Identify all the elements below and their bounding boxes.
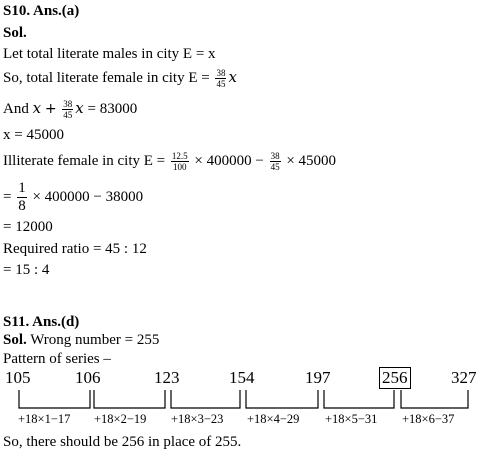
fraction-38-45: $\frac{38}{45}$ bbox=[63, 99, 73, 121]
s10-line2-prefix: So, total literate female in city E = bbox=[3, 70, 210, 86]
s11-pattern-label: Pattern of series – bbox=[3, 351, 111, 367]
equals-83000: = 83000 bbox=[87, 101, 138, 117]
bracket-5 bbox=[324, 390, 394, 408]
s10-line-required-ratio: Required ratio = 45 : 12 bbox=[3, 241, 147, 257]
series-term-256-highlighted: 256 bbox=[379, 367, 411, 389]
bracket-3 bbox=[171, 390, 240, 408]
series-term-197: 197 bbox=[305, 368, 331, 387]
var-x: x bbox=[75, 99, 84, 117]
s11-sol-label: Sol. bbox=[3, 332, 27, 348]
series-difference-3: +18×3−23 bbox=[171, 412, 224, 426]
var-x: x bbox=[32, 99, 42, 117]
times-400000-minus: × 400000 − bbox=[194, 152, 264, 169]
fraction-1-8: $\frac{1}{8}$ bbox=[18, 180, 26, 214]
s10-line-literate-males: Let total literate males in city E = x bbox=[3, 46, 216, 62]
s10-heading: S10. Ans.(a) bbox=[3, 3, 80, 19]
var-x: x bbox=[228, 68, 237, 86]
plus-sign: + bbox=[44, 101, 57, 117]
series-difference-2: +18×2−19 bbox=[94, 412, 147, 426]
series-term-106: 106 bbox=[75, 368, 101, 387]
s10-line-final-ratio: = 15 : 4 bbox=[3, 262, 50, 278]
equals-sign: = bbox=[3, 188, 12, 205]
series-difference-4: +18×4−29 bbox=[247, 412, 300, 426]
series-term-154: 154 bbox=[229, 368, 255, 387]
and-label: And bbox=[3, 101, 29, 117]
series-term-123: 123 bbox=[154, 368, 180, 387]
series-difference-5: +18×5−31 bbox=[325, 412, 378, 426]
fraction-38-45: $\frac{38}{45}$ bbox=[270, 151, 280, 172]
times-45000: × 45000 bbox=[286, 152, 337, 169]
s10-line-illiterate-female bbox=[3, 151, 336, 172]
s10-sol-label: Sol. bbox=[3, 25, 27, 41]
fraction-38-45: $\frac{38}{45}$ bbox=[216, 68, 226, 90]
series-difference-6: +18×6−37 bbox=[402, 412, 455, 426]
bracket-2 bbox=[94, 390, 165, 408]
times-400000-minus-38000: × 400000 − 38000 bbox=[32, 188, 144, 205]
wrong-number-text: Wrong number = 255 bbox=[26, 332, 160, 348]
series-difference-brackets bbox=[0, 386, 485, 412]
s11-heading: S11. Ans.(d) bbox=[3, 314, 80, 330]
s10-line-12000: = 12000 bbox=[3, 219, 53, 235]
s11-conclusion: So, there should be 256 in place of 255. bbox=[3, 434, 242, 450]
bracket-6 bbox=[401, 390, 468, 408]
s10-line-x-value: x = 45000 bbox=[3, 127, 64, 143]
s10-line-simplified bbox=[3, 180, 143, 215]
series-term-327: 327 bbox=[451, 368, 477, 387]
series-difference-1: +18×1−17 bbox=[18, 412, 71, 426]
series-term-105: 105 bbox=[5, 368, 31, 387]
fraction-12.5-100: $\frac{12.5}{100}$ bbox=[171, 151, 188, 172]
bracket-1 bbox=[19, 390, 90, 408]
s10-line5-prefix: Illiterate female in city E = bbox=[3, 152, 166, 169]
s10-line-literate-female bbox=[3, 68, 237, 89]
bracket-4 bbox=[246, 390, 318, 408]
s10-line-equation bbox=[3, 99, 137, 120]
s11-sol-line bbox=[3, 331, 159, 349]
